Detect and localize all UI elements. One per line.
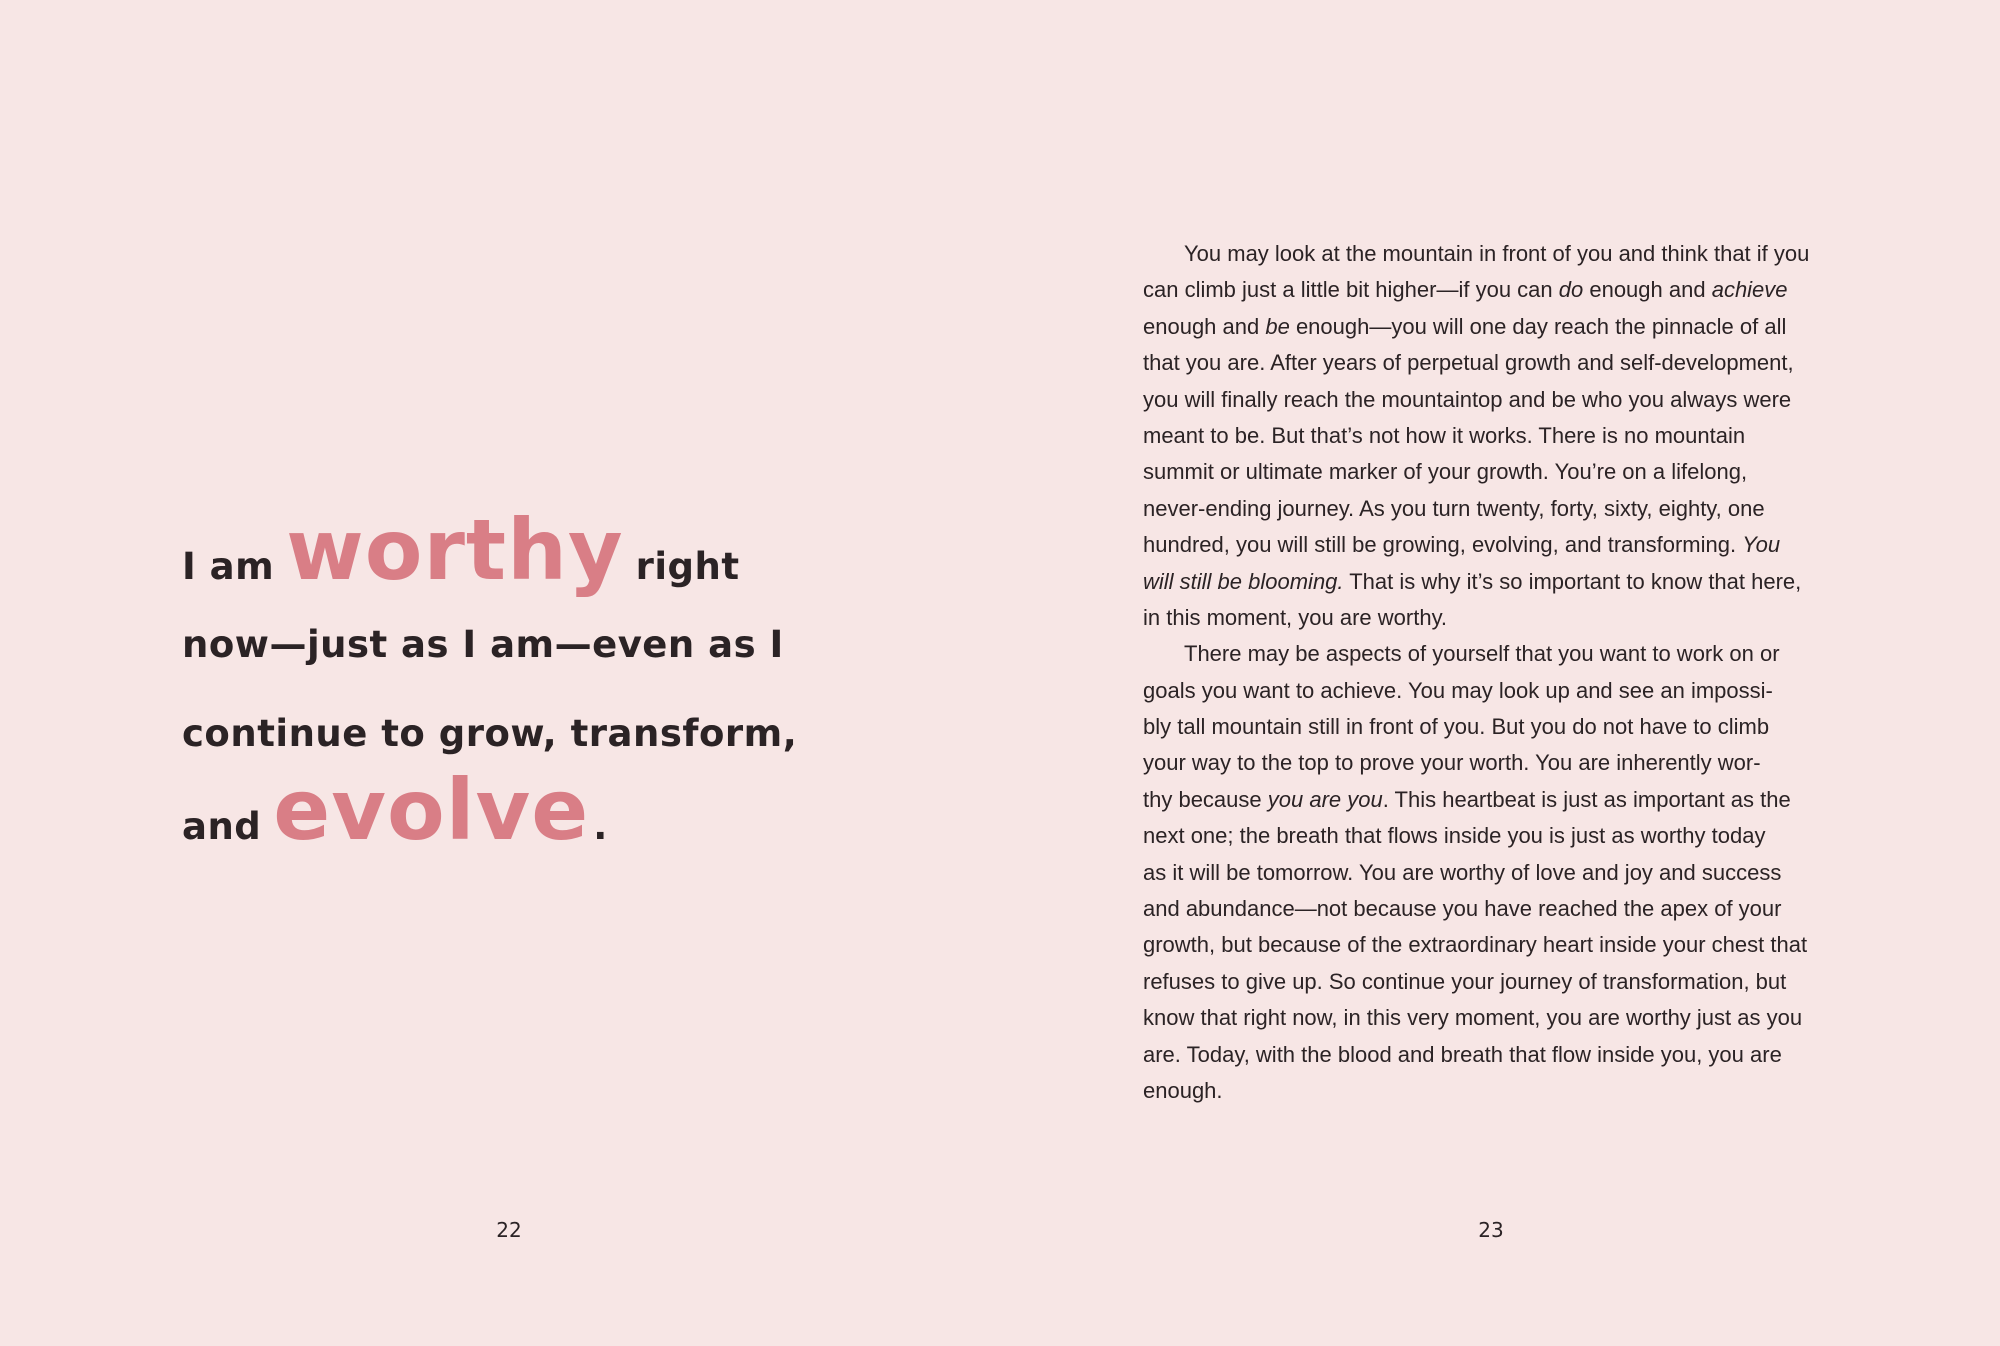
body-paragraphs [1143,236,1873,1109]
affirmation-period: . [593,805,608,848]
body-text-line [1143,272,1873,308]
body-text: never-ending journey. As you turn twenty, forty, sixty, eighty, one [1143,495,1765,521]
affirmation-text: I am [182,545,275,588]
italic-text: do [1558,277,1584,303]
body-text-line [1143,818,1873,854]
body-text-line [1143,309,1873,345]
body-text-line [1143,454,1873,490]
body-text: You may look at the mountain in front of you and think that if you [1184,241,1810,266]
body-text-line [1143,636,1873,672]
affirmation-text: right [635,545,740,588]
body-text: know that right now, in this very moment, you are worthy just as you [1143,1005,1803,1031]
body-text: goals you want to achieve. You may look up and see an impossi- [1143,677,1773,703]
body-text: summit or ultimate marker of your growth. You’re on a lifelong, [1143,459,1748,485]
body-text: enough and [1583,277,1712,303]
body-text-line [1143,382,1873,418]
body-text-line [1143,600,1873,636]
affirmation-text: and [182,805,262,848]
body-text: are. Today, with the blood and breath that flow inside you, you are [1143,1041,1782,1067]
body-text-line [1143,564,1873,600]
body-text-line [1143,855,1873,891]
body-text: growth, but because of the extraordinary heart inside your chest that [1143,932,1808,958]
body-text: refuses to give up. So continue your journey of transformation, but [1143,968,1787,994]
body-text-line [1143,709,1873,745]
body-text-line [1143,673,1873,709]
body-text-line [1143,345,1873,381]
right-page [1000,0,2000,1346]
affirmation-text: continue to grow, transform, [182,712,798,755]
body-text: your way to the top to prove your worth. You are inherently wor- [1143,750,1761,776]
body-text-line [1143,745,1873,781]
body-text-line [1143,782,1873,818]
body-text-line [1143,418,1873,454]
body-text-line [1143,927,1873,963]
body-text: enough—you will one day reach the pinnacle of all [1289,313,1787,339]
body-text: in this moment, you are worthy. [1143,604,1448,630]
emphasis-word-evolve: evolve [273,761,590,859]
italic-text: achieve [1711,277,1788,303]
affirmation-line-2 [182,623,784,666]
body-text-line [1143,527,1873,563]
page-number-right: 23 [1478,1218,1504,1242]
body-text: There may be aspects of yourself that you want to work on or [1184,641,1780,667]
italic-text: will still be blooming. [1143,568,1344,594]
page-number-left: 22 [496,1218,522,1242]
body-text: bly tall mountain still in front of you. But you do not have to climb [1143,714,1770,740]
body-text: as it will be tomorrow. You are worthy of love and joy and success [1143,859,1782,885]
body-text: enough and [1143,313,1266,339]
emphasis-word-worthy: worthy [286,501,624,599]
body-text: That is why it’s so important to know that here, [1343,568,1802,594]
body-text: . This heartbeat is just as important as the [1382,786,1791,812]
affirmation-line-1 [182,501,740,599]
body-text: enough. [1143,1077,1223,1103]
affirmation-text: now—just as I am—even as I [182,623,784,666]
italic-text: You [1742,532,1781,558]
italic-text: be [1265,313,1290,339]
body-text-line [1143,1073,1873,1109]
body-text: and abundance—not because you have reached the apex of your [1143,896,1782,922]
body-text-line [1143,1000,1873,1036]
body-text: thy because [1143,786,1268,812]
italic-text: you are you [1267,786,1383,812]
body-text-line [1143,491,1873,527]
body-text: next one; the breath that flows inside you is just as worthy today [1143,823,1766,849]
body-text: hundred, you will still be growing, evolving, and transforming. [1143,532,1743,558]
body-text-line [1143,964,1873,1000]
affirmation-line-4 [182,761,608,859]
body-text-line [1143,891,1873,927]
body-text-line [1143,236,1873,272]
body-text: meant to be. But that’s not how it works. There is no mountain [1143,422,1746,448]
affirmation-line-3 [182,712,797,755]
body-text: can climb just a little bit higher—if you can [1143,277,1559,303]
body-text: you will finally reach the mountaintop and be who you always were [1143,386,1792,412]
body-text: that you are. After years of perpetual growth and self-development, [1143,350,1794,376]
body-text-line [1143,1037,1873,1073]
